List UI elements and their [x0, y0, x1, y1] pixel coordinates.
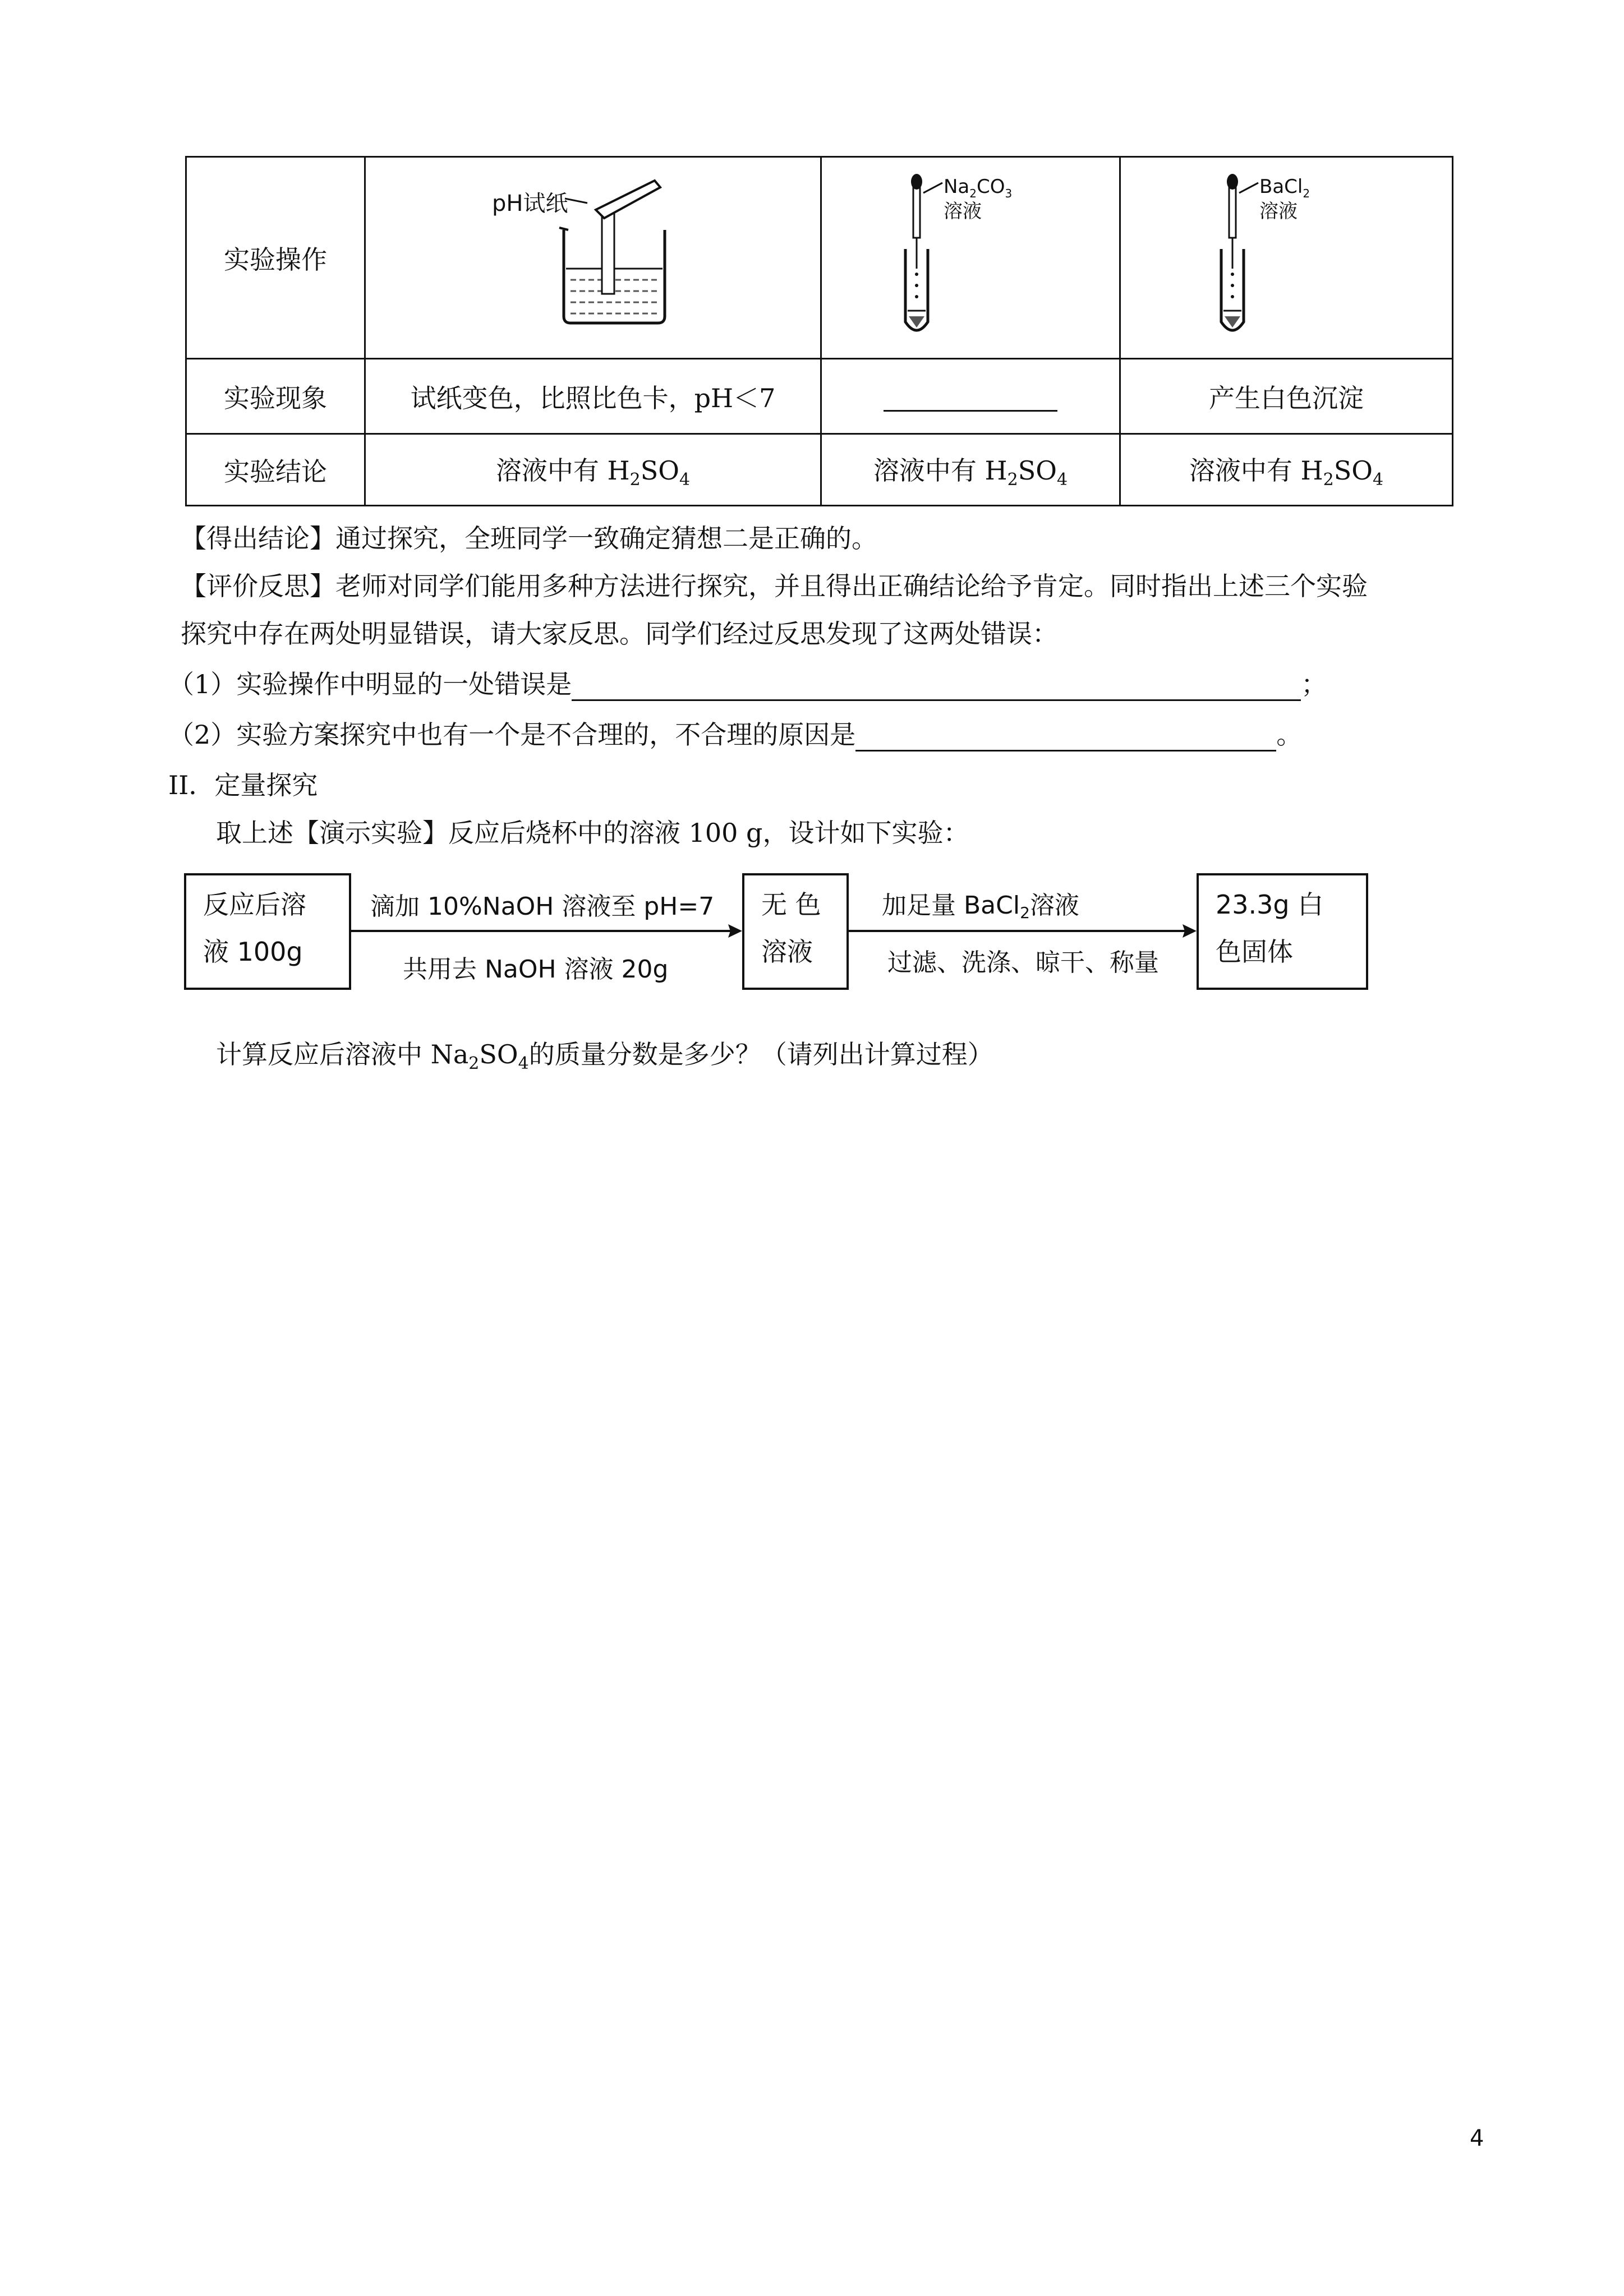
question-2: （2）实验方案探究中也有一个是不合理的，不合理的原因是 。: [168, 718, 1302, 751]
flow-arrows: [351, 920, 1197, 942]
question-1-blank[interactable]: [572, 674, 1301, 701]
question-1: （1）实验操作中明显的一处错误是 ；: [168, 667, 1327, 701]
arrow-1-top-label: 滴加 10%NaOH 溶液至 pH=7: [370, 892, 715, 921]
conclusion-ph: 溶液中有 $H_2SO_4$: [365, 434, 821, 506]
arrow-2-top-label: 加足量 BaCl2溶液: [882, 891, 1079, 922]
beaker-ph-paper-icon: [492, 176, 694, 333]
section-heading: II．定量探究: [168, 770, 318, 800]
svg-text:Na2CO3: $Na_2CO_3$: [944, 176, 1013, 200]
ph-test-illustration: [365, 157, 821, 359]
conclusion-bacl2: 溶液中有 $H_2SO_4$: [1120, 434, 1453, 506]
calculation-question: 计算反应后溶液中 $Na_2SO_4$的质量分数是多少？（请列出计算过程）: [216, 1039, 993, 1073]
bacl2-test-illustration: [1120, 157, 1453, 359]
row-header-operation: 实验操作: [186, 157, 365, 359]
flow-box-start: 反应后溶 液 100g: [184, 873, 351, 990]
row-header-phenomenon: 实验现象: [186, 359, 365, 434]
svg-text:溶液: 溶液: [944, 200, 982, 223]
arrow-2-bottom-label: 过滤、洗涤、晾干、称量: [887, 948, 1159, 977]
flow-box-end: 23.3g 白 色固体: [1197, 873, 1368, 990]
phenomenon-bacl2: 产生白色沉淀: [1120, 359, 1453, 434]
svg-text:BaCl2: BaCl$_2$: [1259, 176, 1310, 200]
phenomenon-ph: 试纸变色，比照比色卡，pH＜7: [365, 359, 821, 434]
conclusion-na2co3: 溶液中有 $H_2SO_4$: [821, 434, 1120, 506]
question-2-blank[interactable]: [855, 724, 1276, 751]
setup-line: 取上述【演示实验】反应后烧杯中的溶液 100 g，设计如下实验：: [216, 818, 969, 848]
conclusion-line: 【得出结论】通过探究，全班同学一致确定猜想二是正确的。: [181, 523, 877, 554]
page-number: 4: [1470, 2126, 1484, 2151]
experiment-table: [185, 156, 1453, 506]
reflection-line-2: 探究中存在两处明显错误，请大家反思。同学们经过反思发现了这两处错误：: [181, 619, 1058, 649]
test-tube-dropper-icon: [1202, 170, 1370, 339]
reflection-line-1: 【评价反思】老师对同学们能用多种方法进行探究，并且得出正确结论给予肯定。同时指出上述三个实验: [181, 571, 1368, 601]
row-header-conclusion: 实验结论: [186, 434, 365, 506]
flow-box-middle: 无 色 溶液: [742, 873, 849, 990]
na2co3-test-illustration: [821, 157, 1120, 359]
arrow-1-bottom-label: 共用去 NaOH 溶液 20g: [403, 955, 669, 984]
svg-text:溶液: 溶液: [1259, 200, 1298, 223]
svg-text:pH试纸: pH试纸: [492, 191, 568, 216]
test-tube-dropper-icon: [886, 170, 1055, 339]
phenomenon-na2co3-blank: [821, 359, 1120, 434]
